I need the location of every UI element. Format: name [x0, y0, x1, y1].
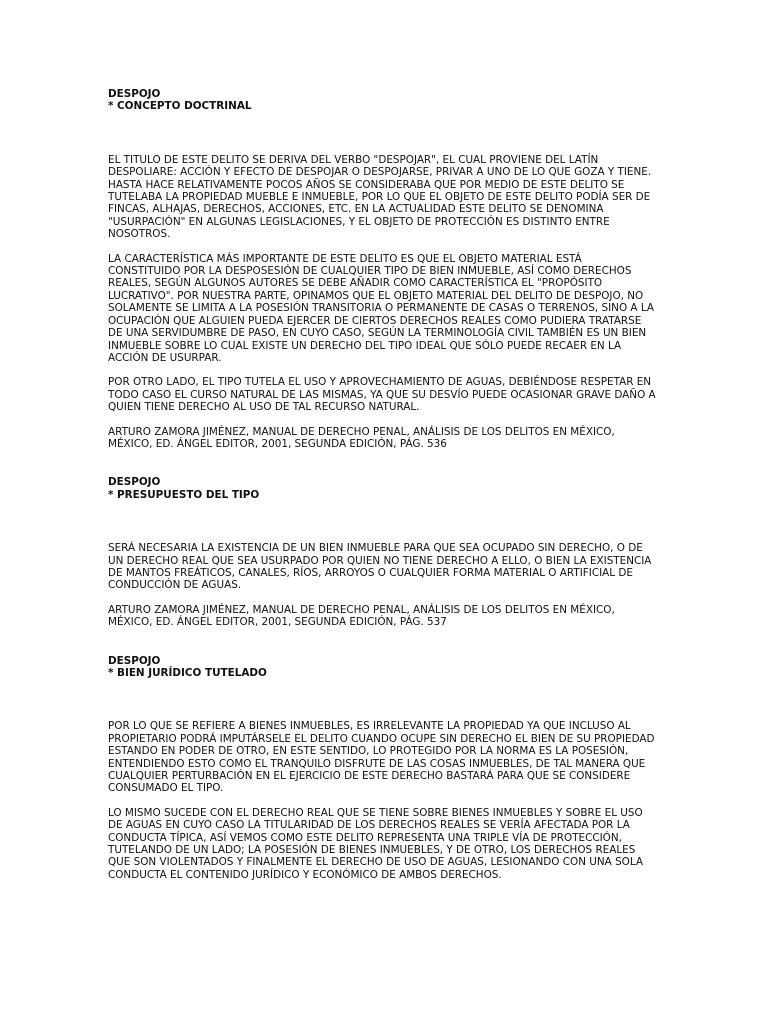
- text-line: CONDUCTA TÍPICA, ASÍ VEMOS COMO ESTE DELITO REPRESENTA UNA TRIPLE VÍA DE PROTECCIÓN,: [108, 831, 622, 844]
- text-line: INMUEBLE SOBRE LO CUAL EXISTE UN DERECHO DEL TIPO IDEAL QUE SÓLO PUEDE RECAER EN LA: [108, 339, 622, 352]
- text-line: PROPIETARIO PODRÁ IMPUTÁRSELE EL DELITO CUANDO OCUPE SIN DERECHO EL BIEN DE SU PROPIEDAD: [108, 732, 655, 745]
- text-line: LA CARACTERÍSTICA MÁS IMPORTANTE DE ESTE DELITO ES QUE EL OBJETO MATERIAL ESTÁ: [108, 252, 582, 265]
- text-line: SOLAMENTE SE LIMITA A LA POSESIÓN TRANSITORIA O PERMANENTE DE CASAS O TERRENOS, SINO A LA: [108, 302, 654, 315]
- paragraph: [108, 376, 698, 413]
- section-heading-bien-juridico-tutelado: [108, 655, 698, 680]
- text-line: MÉXICO, ED. ÁNGEL EDITOR, 2001, SEGUNDA EDICIÓN, PÁG. 537: [108, 616, 447, 629]
- section-title: DESPOJO: [108, 88, 161, 100]
- citation: [108, 426, 698, 451]
- text-line: LO MISMO SUCEDE CON EL DERECHO REAL QUE SE TIENE SOBRE BIENES INMUEBLES Y SOBRE EL USO: [108, 806, 643, 819]
- text-line: DE UNA SERVIDUMBRE DE PASO, EN CUYO CASO, SEGÚN LA TERMINOLOGÍA CIVIL TAMBIÉN ES UN BIEN: [108, 327, 647, 340]
- text-line: NOSOTROS.: [108, 228, 171, 241]
- paragraph: [108, 253, 698, 365]
- text-line: "USURPACIÓN" EN ALGUNAS LEGISLACIONES, Y EL OBJETO DE PROTECCIÓN ES DISTINTO ENTRE: [108, 215, 610, 228]
- text-line: ESTANDO EN PODER DE OTRO, EN ESTE SENTIDO, LO PROTEGIDO POR LA NORMA ES LA POSESIÓN,: [108, 745, 629, 758]
- section-heading-presupuesto-del-tipo: [108, 476, 698, 501]
- text-line: QUE SON VIOLENTADOS Y FINALMENTE EL DERECHO DE USO DE AGUAS, LESIONANDO CON UNA SOLA: [108, 856, 643, 869]
- text-line: POR OTRO LADO, EL TIPO TUTELA EL USO Y APROVECHAMIENTO DE AGUAS, DEBIÉNDOSE RESPETAR EN: [108, 376, 652, 389]
- text-line: DE AGUAS EN CUYO CASO LA TITULARIDAD DE LOS DERECHOS REALES SE VERÍA AFECTADA POR LA: [108, 819, 630, 832]
- paragraph: [108, 542, 698, 592]
- text-line: DESPOLIARE: ACCIÓN Y EFECTO DE DESPOJAR O DESPOJARSE, PRIVAR A UNO DE LO QUE GOZA Y TIENE.: [108, 166, 652, 179]
- section-title: DESPOJO: [108, 476, 161, 489]
- section-subtitle: * CONCEPTO DOCTRINAL: [108, 100, 252, 113]
- text-line: CONDUCCIÓN DE AGUAS.: [108, 579, 242, 592]
- paragraph: [108, 807, 698, 881]
- text-line: ENTENDIENDO ESTO COMO EL TRANQUILO DISFRUTE DE LAS COSAS INMUEBLES, DE TAL MANERA QUE: [108, 757, 646, 770]
- text-line: TUTELABA LA PROPIEDAD MUEBLE E INMUEBLE, POR LO QUE EL OBJETO DE ESTE DELITO PODÍA SER DE: [108, 191, 651, 204]
- text-line: CONSUMADO EL TIPO.: [108, 782, 224, 795]
- text-line: QUIEN TIENE DERECHO AL USO DE TAL RECURSO NATURAL.: [108, 401, 420, 414]
- text-line: LUCRATIVO". POR NUESTRA PARTE, OPINAMOS QUE EL OBJETO MATERIAL DEL DELITO DE DESPOJO, NO: [108, 289, 644, 302]
- text-line: POR LO QUE SE REFIERE A BIENES INMUEBLES, ES IRRELEVANTE LA PROPIEDAD YA QUE INCLUSO AL: [108, 720, 631, 733]
- text-line: FINCAS, ALHAJAS, DERECHOS, ACCIONES, ETC. EN LA ACTUALIDAD ESTE DELITO SE DENOMINA: [108, 203, 604, 216]
- citation: [108, 604, 698, 629]
- section-title: DESPOJO: [108, 654, 161, 667]
- document-page: [108, 88, 698, 881]
- text-line: UN DERECHO REAL QUE SEA USURPADO POR QUIEN NO TIENE DERECHO A ELLO, O BIEN LA EXISTENCIA: [108, 554, 652, 567]
- text-line: OCUPACIÓN QUE ALGUIEN PUEDA EJERCER DE CIERTOS DERECHOS REALES COMO PUDIERA TRATARSE: [108, 314, 642, 327]
- text-line: MÉXICO, ED. ÁNGEL EDITOR, 2001, SEGUNDA EDICIÓN, PÁG. 536: [108, 437, 447, 450]
- text-line: TODO CASO EL CURSO NATURAL DE LAS MISMAS, YA QUE SU DESVÍO PUEDE OCASIONAR GRAVE DAÑO A: [108, 388, 656, 401]
- text-line: REALES, SEGÚN ALGUNOS AUTORES SE DEBE AÑADIR COMO CARACTERÍSTICA EL "PROPÓSITO: [108, 277, 603, 290]
- text-line: ARTURO ZAMORA JIMÉNEZ, MANUAL DE DERECHO PENAL, ANÁLISIS DE LOS DELITOS EN MÉXICO,: [108, 603, 615, 616]
- paragraph: [108, 154, 698, 241]
- section-subtitle: * PRESUPUESTO DEL TIPO: [108, 488, 260, 501]
- text-line: EL TITULO DE ESTE DELITO SE DERIVA DEL VERBO "DESPOJAR", EL CUAL PROVIENE DEL LATÍN: [108, 153, 599, 166]
- text-line: DE MANTOS FREÁTICOS, CANALES, RÍOS, ARROYOS O CUALQUIER FORMA MATERIAL O ARTIFICIAL DE: [108, 566, 633, 579]
- text-line: CONDUCTA EL CONTENIDO JURÍDICO Y ECONÓMICO DE AMBOS DERECHOS.: [108, 868, 502, 881]
- text-line: TUTELANDO DE UN LADO; LA POSESIÓN DE BIENES INMUEBLES, Y DE OTRO, LOS DERECHOS REALES: [108, 844, 636, 857]
- paragraph: [108, 720, 698, 794]
- text-line: CUALQUIER PERTURBACIÓN EN EL EJERCICIO DE ESTE DERECHO BASTARÁ PARA QUE SE CONSIDERE: [108, 770, 631, 783]
- section-subtitle: * BIEN JURÍDICO TUTELADO: [108, 667, 267, 679]
- text-line: CONSTITUIDO POR LA DESPOSESIÓN DE CUALQUIER TIPO DE BIEN INMUEBLE, ASÍ COMO DERECHOS: [108, 265, 632, 278]
- text-line: ACCIÓN DE USURPAR.: [108, 351, 222, 364]
- section-heading-concepto-doctrinal: [108, 88, 698, 113]
- text-line: SERÁ NECESARIA LA EXISTENCIA DE UN BIEN INMUEBLE PARA QUE SEA OCUPADO SIN DERECHO, O DE: [108, 542, 643, 555]
- text-line: HASTA HACE RELATIVAMENTE POCOS AÑOS SE CONSIDERABA QUE POR MEDIO DE ESTE DELITO SE: [108, 178, 625, 191]
- text-line: ARTURO ZAMORA JIMÉNEZ, MANUAL DE DERECHO PENAL, ANÁLISIS DE LOS DELITOS EN MÉXICO,: [108, 425, 615, 438]
